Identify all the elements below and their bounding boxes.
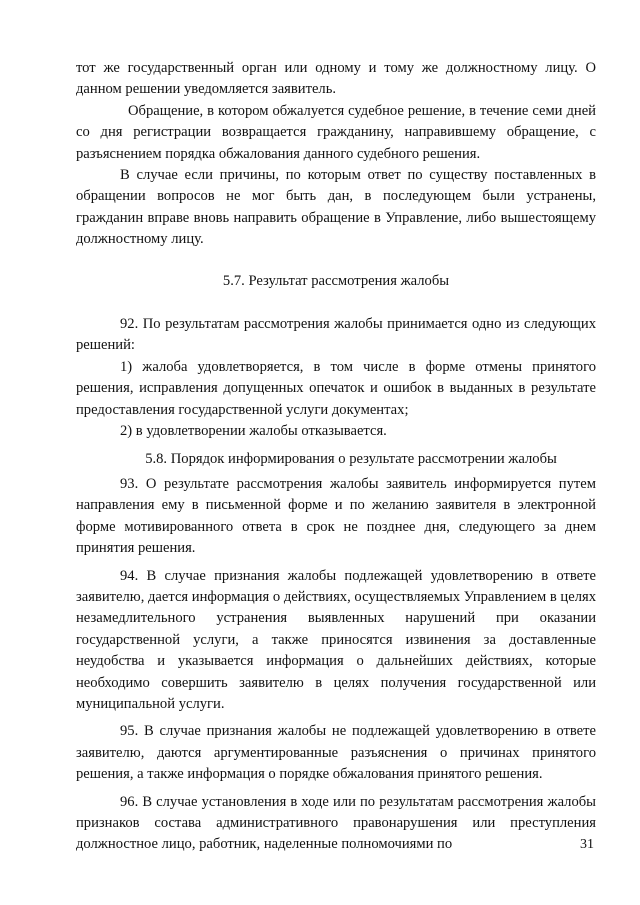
paragraph-continuation: тот же государственный орган или одному и тому же должностному лицу. О данном решении уведомляется заявитель. bbox=[76, 60, 596, 98]
paragraph-93: 93. О результате рассмотрения жалобы заявитель информируется путем направления ему в письменной форме и по желанию заявителя в электронной форме мотивированного ответа в срок не позднее дня, следующего за днем принятия решения. bbox=[76, 475, 596, 557]
paragraph-95: 95. В случае признания жалобы не подлежащей удовлетворению в ответе заявителю, даются аргументированные разъяснения о причинах принятого решения, а также информация о порядке обжалования принятого решения. bbox=[76, 723, 596, 783]
paragraph-92-item-1: 1) жалоба удовлетворяется, в том числе в форме отмены принятого решения, исправления допущенных опечаток и ошибок в выданных в результате предоставления государственной услуги документах; bbox=[76, 358, 596, 418]
paragraph-court-decision: Обращение, в котором обжалуется судебное решение, в течение семи дней со дня регистрации возвращается гражданину, направившему обращение, с разъяснением порядка обжалования данного судебного решения. bbox=[76, 102, 596, 162]
document-body bbox=[76, 58, 596, 856]
page-number: 31 bbox=[580, 837, 594, 852]
paragraph-92-item-2: 2) в удовлетворении жалобы отказывается. bbox=[120, 423, 387, 440]
paragraph-94: 94. В случае признания жалобы подлежащей удовлетворению в ответе заявителю, дается информация о действиях, осуществляемых Управлением в целях незамедлительного устранения выявленных нарушений при оказании государственной услуги, а также приносятся извинения за доставленные неудобства и указывается информация о дальнейших действиях, которые необходимо совершить заявителю в целях получения государственной или муниципальной услуги. bbox=[76, 567, 596, 712]
section-heading-5-7: 5.7. Результат рассмотрения жалобы bbox=[222, 272, 450, 289]
paragraph-96: 96. В случае установления в ходе или по результатам рассмотрения жалобы признаков состава административного правонарушения или преступления должностное лицо, работник, наделенные полномочиями по bbox=[76, 793, 596, 853]
section-heading-5-8: 5.8. Порядок информирования о результате рассмотрении жалобы bbox=[145, 450, 557, 467]
paragraph-reasons-removed: В случае если причины, по которым ответ по существу поставленных в обращении вопросов не мог быть дан, в последующем были устранены, гражданин вправе вновь направить обращение в Управление, либо вышестоящему должностному лицу. bbox=[76, 167, 596, 248]
paragraph-92: 92. По результатам рассмотрения жалобы принимается одно из следующих решений: bbox=[76, 316, 596, 354]
